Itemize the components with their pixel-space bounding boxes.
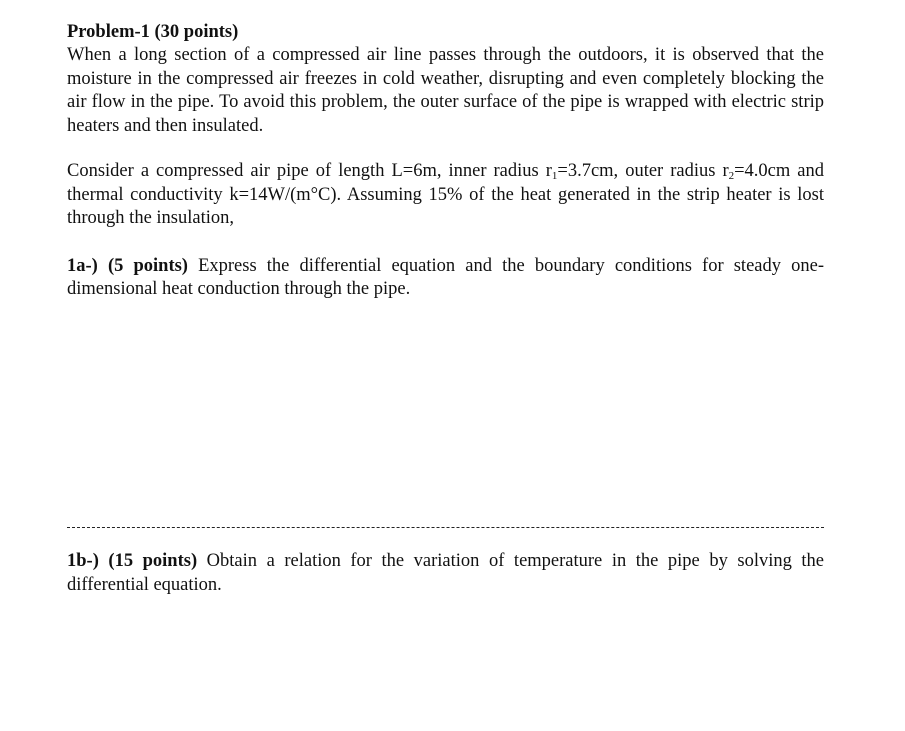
part-a-label: 1a-) (5 points)	[67, 255, 188, 276]
problem-title: Problem-1 (30 points)	[67, 22, 239, 42]
parameters-text-part-1: Consider a compressed air pipe of length L=6m, inner radius r	[67, 161, 552, 181]
part-a-text: Express the differential equation and the boundary conditions for steady one-dimensional heat conduction through the pipe.	[67, 255, 824, 299]
part-b-text: Obtain a relation for the variation of temperature in the pipe by solving the differential equation.	[67, 551, 824, 595]
parameters-text-part-2: =3.7cm, outer radius r	[557, 161, 729, 181]
subscript-1: 1	[551, 170, 558, 182]
problem-section	[67, 20, 824, 302]
dashed-divider	[67, 527, 824, 528]
problem-parameters-paragraph	[67, 160, 824, 231]
part-b-section	[67, 550, 824, 597]
part-a-question	[67, 255, 824, 302]
parameters-text-part-3: =4.0cm and thermal conductivity k=14W/(m°C). Assuming 15% of the heat generated in the strip heater is lost through the insulation,	[67, 161, 824, 228]
problem-intro-paragraph: When a long section of a compressed air line passes through the outdoors, it is observed that the moisture in the compressed air freezes in cold weather, disrupting and even completely blocking the air flow in the pipe. To avoid this problem, the outer surface of the pipe is wrapped with electric strip heaters and then insulated.	[67, 45, 824, 136]
part-b-label: 1b-) (15 points)	[67, 551, 198, 571]
subscript-2: 2	[728, 170, 735, 182]
part-b-question	[67, 550, 824, 597]
